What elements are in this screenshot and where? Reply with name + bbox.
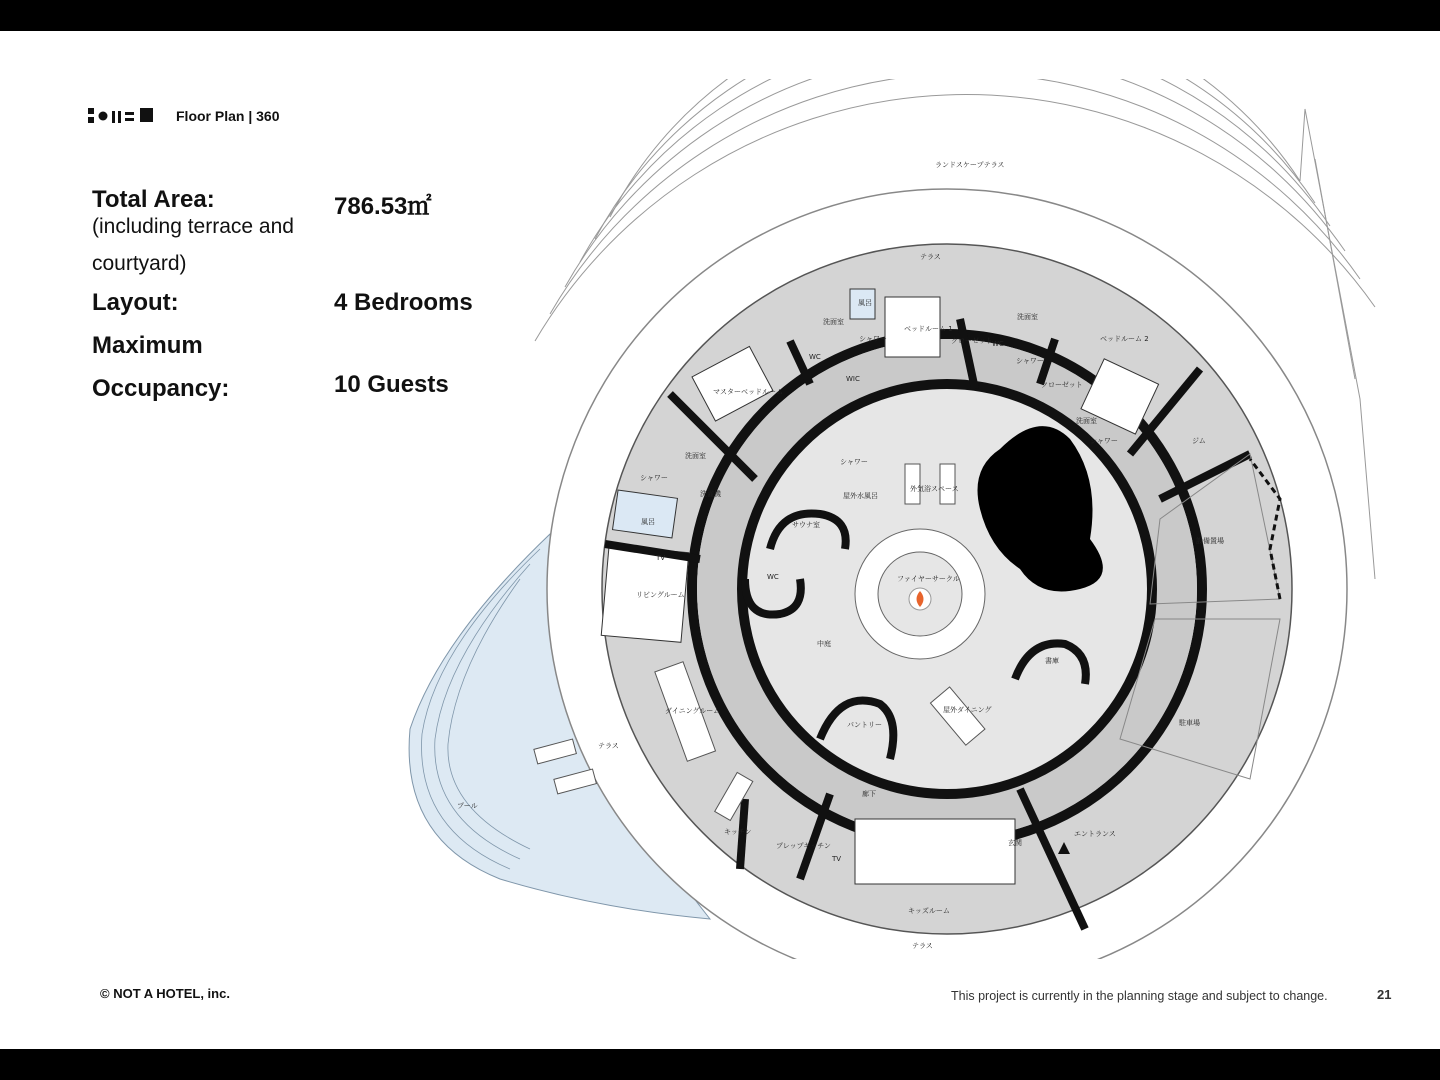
label-terrace-left: テラス	[598, 742, 619, 750]
label-shower-left: シャワー	[640, 474, 668, 482]
label-bath-left: 風呂	[641, 518, 655, 526]
floor-plan-slide	[0, 31, 1440, 1049]
label-entrance-hall: 玄関	[1008, 839, 1022, 847]
label-courtyard: 中庭	[817, 640, 831, 648]
label-bedroom1: ベッドルーム 1	[904, 325, 953, 333]
label-bedroom2: ベッドルーム 2	[1100, 335, 1149, 343]
label-landscape-terrace: ランドスケープテラス	[935, 161, 1005, 169]
label-sauna: サウナ室	[792, 521, 820, 529]
label-fire-circle: ファイヤーサークル	[897, 575, 960, 583]
top-letterbox-bar	[0, 0, 1440, 31]
page-title: Floor Plan | 360	[176, 108, 280, 124]
copyright-notice: © NOT A HOTEL, inc.	[100, 986, 230, 1001]
label-living-room: リビングルーム	[636, 591, 685, 599]
label-closet1: クローゼット	[951, 337, 993, 345]
label-pool: プール	[457, 802, 478, 810]
layout-value: 4 Bedrooms	[334, 289, 473, 316]
label-prep-kitchen: プレップキッチン	[776, 842, 831, 850]
label-kitchen: キッチン	[724, 828, 752, 836]
page-number: 21	[1377, 987, 1392, 1002]
label-wic: WIC	[846, 375, 860, 383]
label-washroom-right: 洗面室	[1076, 417, 1097, 425]
label-washroom-top-right: 洗面室	[1017, 313, 1038, 321]
label-storage: 書庫	[1045, 657, 1059, 665]
label-laundry: 洗濯機	[700, 490, 721, 498]
label-wc-top2: WC	[992, 340, 1004, 348]
label-outdoor-dining: 屋外ダイニング	[943, 706, 992, 714]
label-equipment: 設備置場	[1196, 537, 1224, 545]
label-shower-court: シャワー	[840, 458, 868, 466]
label-entrance: エントランス	[1074, 830, 1116, 838]
planning-disclaimer: This project is currently in the planning stage and subject to change.	[951, 989, 1328, 1003]
label-outdoor-bath-space: 外気浴スペース	[910, 485, 959, 493]
total-area-note-line2: courtyard)	[92, 252, 187, 275]
fire-circle-seating	[855, 529, 985, 659]
label-closet2: クローゼット	[1041, 381, 1083, 389]
bottom-letterbox-bar	[0, 1049, 1440, 1080]
label-bath-top: 風呂	[858, 299, 872, 307]
occupancy-value: 10 Guests	[334, 371, 449, 398]
not-a-hotel-logo-icon	[88, 108, 154, 124]
label-parking: 駐車場	[1179, 719, 1200, 727]
label-wc-top1: WC	[809, 353, 821, 361]
label-pantry: パントリー	[847, 721, 882, 729]
label-shower-top-right: シャワー	[1016, 357, 1044, 365]
label-master-bedroom: マスターベッドルーム	[713, 388, 783, 396]
label-outdoor-bath: 屋外水風呂	[843, 492, 878, 500]
label-washroom-top-left: 洗面室	[823, 318, 844, 326]
label-tv-kids: TV	[832, 855, 842, 863]
label-terrace-bottom: テラス	[912, 942, 933, 950]
total-area-label: Total Area:	[92, 186, 215, 213]
label-kids-room: キッズルーム	[908, 907, 950, 915]
label-terrace-top: テラス	[920, 253, 941, 261]
label-dining-room: ダイニングルーム	[665, 707, 721, 715]
label-corridor: 廊下	[862, 790, 876, 798]
total-area-value: 786.53㎡	[334, 193, 432, 220]
layout-label: Layout:	[92, 289, 179, 316]
label-shower-right: シャワー	[1090, 437, 1118, 445]
floor-plan-drawing	[400, 79, 1440, 959]
label-gym: ジム	[1192, 437, 1206, 445]
label-shower-top-left: シャワー	[859, 335, 887, 343]
total-area-note-line1: (including terrace and	[92, 215, 294, 238]
slide-header	[88, 105, 280, 127]
occupancy-label-line2: Occupancy:	[92, 375, 230, 402]
occupancy-label-line1: Maximum	[92, 332, 203, 359]
label-washroom-left: 洗面室	[685, 452, 706, 460]
label-tv-living: TV	[656, 554, 666, 562]
label-wc-court: WC	[767, 573, 779, 581]
